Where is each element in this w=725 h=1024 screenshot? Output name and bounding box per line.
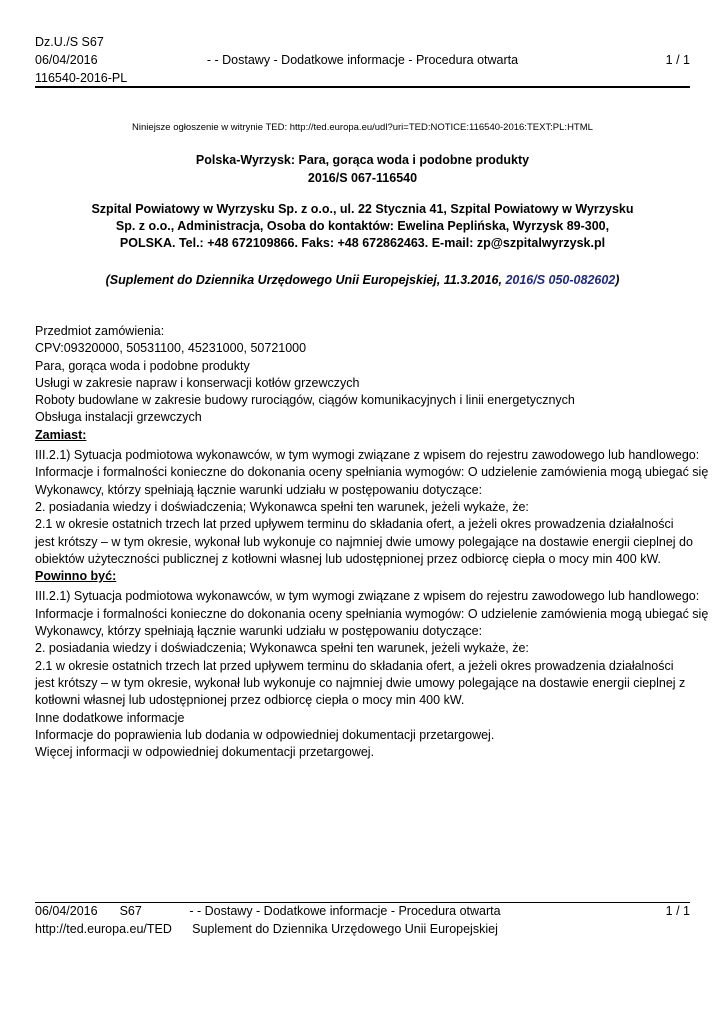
other-info-heading: Inne dodatkowe informacje (35, 710, 185, 725)
footer-title-line2: Suplement do Dziennika Urzędowego Unii Europejskiej (192, 921, 498, 936)
instead-text-line: 2.1 w okresie ostatnich trzech lat przed upływem terminu do składania ofert, a jeżeli okres prowadzenia działalności (35, 517, 674, 532)
notice-body (35, 323, 709, 761)
header-date: 06/04/2016 (35, 53, 98, 67)
should-be-text-line: jest krótszy – w tym okresie, wykonał lub wykonuje co najmniej dwie umowy polegające na dostawie energii cieplnej z (35, 675, 686, 690)
instead-text-line: 2. posiadania wiedzy i doświadczenia; Wykonawca spełni ten warunek, jeżeli wykaże, że: (35, 499, 529, 514)
cpv-description: Usługi w zakresie napraw i konserwacji kotłów grzewczych (35, 375, 360, 390)
page-header (35, 33, 690, 87)
supplement-reference (0, 271, 725, 289)
should-be-text-line: 2.1 w okresie ostatnich trzech lat przed upływem terminu do składania ofert, a jeżeli okres prowadzenia działalności (35, 658, 674, 673)
instead-text-line: obiektów użyteczności publicznej z kotłowni własnej lub udostępnionej przez odbiorcę ciepła o mocy min 400 kW. (35, 551, 662, 566)
header-series: Dz.U./S S67 (35, 35, 104, 49)
header-divider (35, 86, 690, 88)
contracting-authority-line3: POLSKA. Tel.: +48 672109866. Faks: +48 672862463. E-mail: zp@szpitalwyrzysk.pl (119, 236, 606, 250)
footer-title (35, 903, 655, 938)
page-footer (35, 903, 690, 939)
should-be-text-line: Wykonawcy, którzy spełniają łącznie warunki udziału w postępowaniu dotyczące: (35, 624, 483, 639)
cpv-description: Roboty budowlane w zakresie budowy rurociągów, ciągów komunikacyjnych i linii energetycznych (35, 393, 575, 408)
contracting-authority-line1: Szpital Powiatowy w Wyrzysku Sp. z o.o., ul. 22 Stycznia 41, Szpital Powiatowy w Wyrzysku (91, 202, 634, 216)
supplement-prefix: (Suplement do Dziennika Urzędowego Unii Europejskiej, 11.3.2016, (105, 273, 506, 287)
instead-text-line: III.2.1) Sytuacja podmiotowa wykonawców, w tym wymogi związane z wpisem do rejestru zawodowego lub handlowego: (35, 448, 700, 463)
contracting-authority (70, 201, 655, 252)
notice-title (0, 151, 725, 187)
footer-series: S67 (119, 904, 142, 918)
cpv-description: Para, gorąca woda i podobne produkty (35, 358, 250, 373)
header-title: - - Dostawy - Dodatkowe informacje - Procedura otwarta (206, 53, 519, 67)
should-be-text-line: 2. posiadania wiedzy i doświadczenia; Wykonawca spełni ten warunek, jeżeli wykaże, że: (35, 641, 529, 656)
instead-text-line: Informacje i formalności konieczne do dokonania oceny spełniania wymogów: O udzielenie zamówienia mogą ubiegać się (35, 465, 709, 480)
instead-heading: Zamiast: (35, 427, 87, 442)
header-page-number: 1 / 1 (665, 53, 690, 67)
should-be-text-line: Informacje i formalności konieczne do dokonania oceny spełniania wymogów: O udzielenie zamówienia mogą ubiegać się (35, 606, 709, 621)
should-be-heading: Powinno być: (35, 569, 117, 584)
supplement-suffix: ) (615, 273, 620, 287)
footer-title-line1: - - Dostawy - Dodatkowe informacje - Procedura otwarta (189, 904, 501, 918)
subject-label: Przedmiot zamówienia: (35, 324, 165, 338)
should-be-text-line: III.2.1) Sytuacja podmiotowa wykonawców, w tym wymogi związane z wpisem do rejestru zawodowego lub handlowego: (35, 589, 700, 604)
cpv-codes: CPV:09320000, 50531100, 45231000, 50721000 (35, 341, 307, 356)
supplement-ref-link[interactable]: 2016/S 050-082602 (505, 273, 616, 287)
other-info-line: Więcej informacji w odpowiedniej dokumentacji przetargowej. (35, 745, 375, 760)
should-be-text-line: kotłowni własnej lub udostępnionej przez odbiorcę ciepła o mocy min 400 kW. (35, 693, 465, 708)
instead-text-line: Wykonawcy, którzy spełniają łącznie warunki udziału w postępowaniu dotyczące: (35, 482, 483, 497)
notice-title-line1: Polska-Wyrzysk: Para, gorąca woda i podobne produkty (195, 153, 530, 167)
header-notice-id: 116540-2016-PL (35, 71, 128, 85)
ted-notice-line: Niniejsze ogłoszenie w witrynie TED: http://ted.europa.eu/udl?uri=TED:NOTICE:116540-2016:TEXT:PL:HTML (132, 122, 593, 133)
footer-page-number: 1 / 1 (665, 904, 690, 918)
footer-date: 06/04/2016 (35, 904, 98, 918)
footer-url: http://ted.europa.eu/TED (35, 921, 172, 936)
other-info-line: Informacje do poprawienia lub dodania w odpowiedniej dokumentacji przetargowej. (35, 727, 495, 742)
notice-title-line2: 2016/S 067-116540 (307, 171, 418, 185)
contracting-authority-line2: Sp. z o.o., Administracja, Osoba do kontaktów: Ewelina Peplińska, Wyrzysk 89-300, (115, 219, 610, 233)
cpv-description: Obsługa instalacji grzewczych (35, 410, 202, 425)
instead-text-line: jest krótszy – w tym okresie, wykonał lub wykonuje co najmniej dwie umowy polegające na dostawie energii cieplnej do (35, 534, 693, 549)
